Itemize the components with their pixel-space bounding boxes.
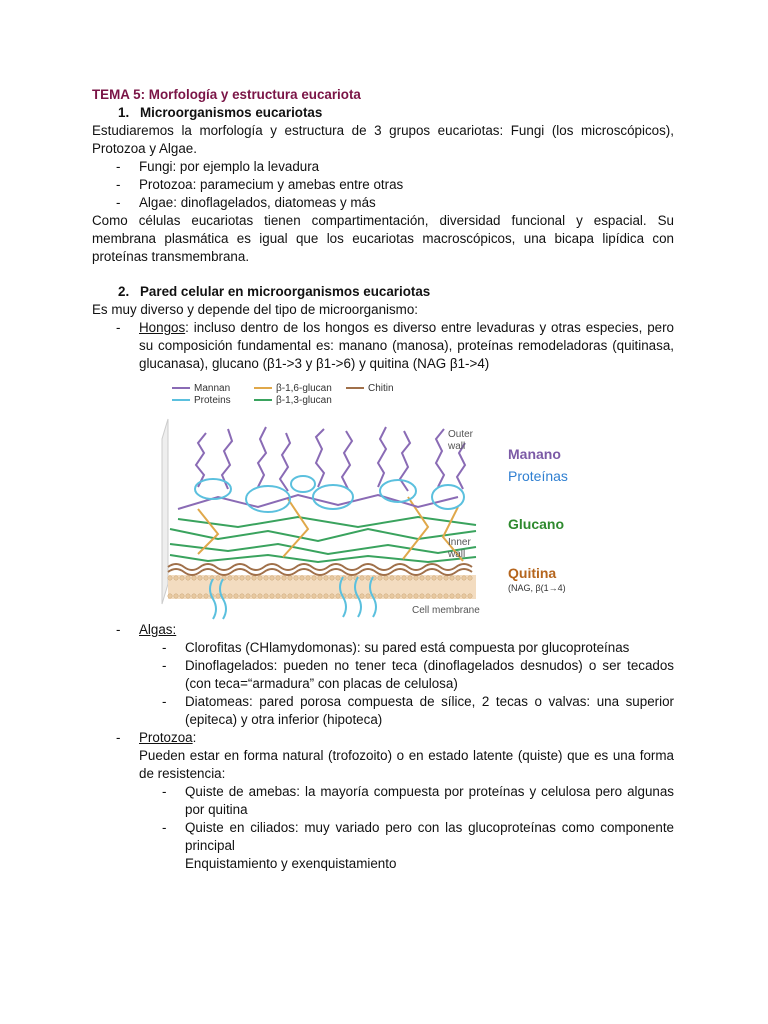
- list-item-protozoa: - Protozoa:: [116, 730, 197, 745]
- lipid-head: [252, 576, 256, 580]
- list-item-text: Algae: dinoflagelados, diatomeas y más: [139, 195, 376, 210]
- lipid-head: [294, 594, 298, 598]
- list-item: - Algae: dinoflagelados, diatomeas y más: [116, 195, 376, 210]
- protozoa-last-line: Enquistamiento y exenquistamiento: [185, 856, 397, 871]
- lipid-head: [300, 576, 304, 580]
- lipid-head: [180, 594, 184, 598]
- lipid-head: [396, 594, 400, 598]
- quitina-annotation: Quitina: [508, 565, 557, 581]
- lipid-head: [384, 594, 388, 598]
- lipid-head: [264, 576, 268, 580]
- list-item-text: Dinoflagelados: pueden no tener teca (dinoflagelados desnudos) o ser tecados (con teca=“armadura” con placas de celulosa): [185, 658, 674, 691]
- lipid-head: [300, 594, 304, 598]
- lipid-head: [204, 594, 208, 598]
- list-item-algas: - Algas:: [116, 622, 177, 637]
- lipid-head: [294, 576, 298, 580]
- lipid-head: [456, 594, 460, 598]
- diagram-side-panel: [162, 419, 168, 604]
- lipid-head: [186, 576, 190, 580]
- list-item-hongos: - Hongos: incluso dentro de los hongos es diverso entre levaduras y otras especies, pero su composición fundamental es: manano (manosa), proteínas remodeladoras (quitinasa, glucanasa), glucano (β1->3 y β1->6) y quitina (NAG β1->4): [116, 320, 674, 371]
- lipid-head: [198, 594, 202, 598]
- lipid-head: [414, 594, 418, 598]
- lipid-head: [378, 594, 382, 598]
- lipid-head: [258, 594, 262, 598]
- list-item: - Clorofitas (CHlamydomonas): su pared está compuesta por glucoproteínas: [162, 640, 630, 655]
- lipid-head: [174, 576, 178, 580]
- nag-annotation: (NAG, β(1→4): [508, 583, 566, 593]
- list-item-text: Fungi: por ejemplo la levadura: [139, 159, 320, 174]
- list-item: - Dinoflagelados: pueden no tener teca (dinoflagelados desnudos) o ser tecados (con teca=“armadura” con placas de celulosa): [162, 658, 674, 691]
- lipid-head: [204, 576, 208, 580]
- inner-wall-label-2: wall: [448, 549, 466, 560]
- cell-wall-diagram: [158, 379, 658, 621]
- cell-wall-figure: [158, 379, 658, 621]
- lipid-head: [366, 594, 370, 598]
- lipid-head: [360, 576, 364, 580]
- lipid-head: [234, 576, 238, 580]
- lipid-head: [348, 576, 352, 580]
- lipid-head: [324, 594, 328, 598]
- lipid-head: [216, 576, 220, 580]
- lipid-head: [174, 594, 178, 598]
- lipid-head: [456, 576, 460, 580]
- legend-chitin: Chitin: [368, 383, 394, 394]
- list-item-text: Diatomeas: pared porosa compuesta de sílice, 2 tecas o valvas: una superior (epiteca) y otra inferior (hipoteca): [185, 694, 674, 727]
- lipid-head: [468, 594, 472, 598]
- list-item: - Protozoa: paramecium y amebas entre otras: [116, 177, 404, 192]
- outer-wall-label-1: Outer: [448, 429, 474, 440]
- lipid-head: [462, 594, 466, 598]
- lipid-head: [408, 576, 412, 580]
- list-item-text: Quiste de amebas: la mayoría compuesta por proteínas y celulosa pero algunas por quitina: [185, 784, 674, 817]
- lipid-head: [408, 594, 412, 598]
- lipid-head: [276, 576, 280, 580]
- lipid-head: [336, 576, 340, 580]
- lipid-head: [438, 576, 442, 580]
- legend-b13: β-1,3-glucan: [276, 395, 332, 406]
- lipid-head: [360, 594, 364, 598]
- glucano-annotation: Glucano: [508, 516, 565, 532]
- lipid-head: [270, 576, 274, 580]
- lipid-head: [444, 594, 448, 598]
- lipid-head: [426, 594, 430, 598]
- lipid-head: [450, 576, 454, 580]
- section1-number: 1.: [118, 105, 130, 120]
- lipid-head: [258, 576, 262, 580]
- lipid-head: [246, 576, 250, 580]
- lipid-head: [318, 594, 322, 598]
- lipid-head: [306, 594, 310, 598]
- list-item-text: Protozoa: paramecium y amebas entre otras: [139, 177, 404, 192]
- lipid-head: [186, 594, 190, 598]
- lipid-head: [468, 576, 472, 580]
- inner-wall-label-1: Inner: [448, 537, 471, 548]
- lipid-head: [192, 576, 196, 580]
- outer-wall-label-2: wall: [448, 441, 466, 452]
- section1-intro: Estudiaremos la morfología y estructura de 3 grupos eucariotas: Fungi (los microscópicos), Protozoa y Algae.: [92, 123, 674, 156]
- lipid-head: [402, 594, 406, 598]
- lipid-head: [306, 576, 310, 580]
- protozoa-colon: :: [192, 730, 197, 745]
- lipid-head: [282, 576, 286, 580]
- lipid-head: [228, 594, 232, 598]
- lipid-head: [240, 576, 244, 580]
- lipid-head: [324, 576, 328, 580]
- lipid-head: [462, 576, 466, 580]
- lipid-head: [318, 576, 322, 580]
- lipid-head: [288, 594, 292, 598]
- manano-annotation: Manano: [508, 446, 561, 462]
- cell-membrane-label: Cell membrane: [412, 605, 480, 616]
- list-item: - Quiste de amebas: la mayoría compuesta por proteínas y celulosa pero algunas por quitina: [162, 784, 674, 817]
- lipid-head: [216, 594, 220, 598]
- section1-paragraph: Como células eucariotas tienen compartimentación, diversidad funcional y espacial. Su membrana plasmática es igual que los eucariotas macroscópicos, una bicapa lipídica con proteínas transmembrana.: [92, 213, 674, 264]
- lipid-head: [444, 576, 448, 580]
- lipid-head: [240, 594, 244, 598]
- lipid-head: [246, 594, 250, 598]
- lipid-head: [438, 594, 442, 598]
- lipid-head: [264, 594, 268, 598]
- lipid-head: [426, 576, 430, 580]
- proteinas-annotation: Proteínas: [508, 468, 568, 484]
- hongos-text: : incluso dentro de los hongos es diverso entre levaduras y otras especies, pero su composición fundamental es: manano (manosa), proteínas remodeladoras (quitinasa, glucanasa), glucano (β1->3 y β1->6) y quitina (NAG β1->4): [139, 320, 674, 371]
- lipid-head: [168, 594, 172, 598]
- lipid-head: [450, 594, 454, 598]
- algas-label: Algas:: [139, 622, 177, 637]
- lipid-head: [312, 576, 316, 580]
- section2-heading: [92, 283, 674, 301]
- section2-number: 2.: [118, 284, 130, 299]
- lipid-head: [198, 576, 202, 580]
- lipid-head: [420, 576, 424, 580]
- list-item: - Diatomeas: pared porosa compuesta de sílice, 2 tecas o valvas: una superior (epiteca) y otra inferior (hipoteca): [162, 694, 674, 727]
- lipid-head: [348, 594, 352, 598]
- lipid-head: [168, 576, 172, 580]
- lipid-head: [288, 576, 292, 580]
- page-title: TEMA 5: Morfología y estructura eucariota: [92, 87, 361, 102]
- lipid-head: [228, 576, 232, 580]
- list-item-text: Clorofitas (CHlamydomonas): su pared está compuesta por glucoproteínas: [185, 640, 630, 655]
- hongos-label: Hongos: [139, 320, 186, 335]
- lipid-head: [276, 594, 280, 598]
- section1-heading-text: Microorganismos eucariotas: [140, 105, 323, 120]
- lipid-head: [192, 594, 196, 598]
- lipid-head: [432, 576, 436, 580]
- list-item: - Fungi: por ejemplo la levadura: [116, 159, 320, 174]
- protozoa-label: Protozoa: [139, 730, 193, 745]
- lipid-head: [270, 594, 274, 598]
- document-page: [92, 86, 674, 873]
- legend-b16: β-1,6-glucan: [276, 383, 332, 394]
- list-item: - Quiste en ciliados: muy variado pero con las glucoproteínas como componente principal: [162, 820, 674, 853]
- lipid-head: [396, 576, 400, 580]
- section2-intro: Es muy diverso y depende del tipo de microorganismo:: [92, 302, 419, 317]
- lipid-head: [432, 594, 436, 598]
- lipid-head: [336, 594, 340, 598]
- lipid-head: [384, 576, 388, 580]
- legend-proteins: Proteins: [194, 395, 231, 406]
- list-item-text: Quiste en ciliados: muy variado pero con las glucoproteínas como componente principal: [185, 820, 674, 853]
- lipid-head: [402, 576, 406, 580]
- lipid-head: [378, 576, 382, 580]
- lipid-head: [252, 594, 256, 598]
- lipid-head: [330, 594, 334, 598]
- lipid-head: [282, 594, 286, 598]
- section2-heading-text: Pared celular en microorganismos eucariotas: [140, 284, 431, 299]
- lipid-head: [180, 576, 184, 580]
- lipid-head: [414, 576, 418, 580]
- lipid-head: [366, 576, 370, 580]
- lipid-head: [390, 594, 394, 598]
- lipid-head: [390, 576, 394, 580]
- protozoa-text: Pueden estar en forma natural (trofozoito) o en estado latente (quiste) que es una forma de resistencia:: [139, 748, 674, 781]
- lipid-head: [420, 594, 424, 598]
- section1-heading: [92, 104, 674, 122]
- legend-mannan: Mannan: [194, 383, 231, 394]
- lipid-head: [234, 594, 238, 598]
- lipid-head: [330, 576, 334, 580]
- lipid-head: [312, 594, 316, 598]
